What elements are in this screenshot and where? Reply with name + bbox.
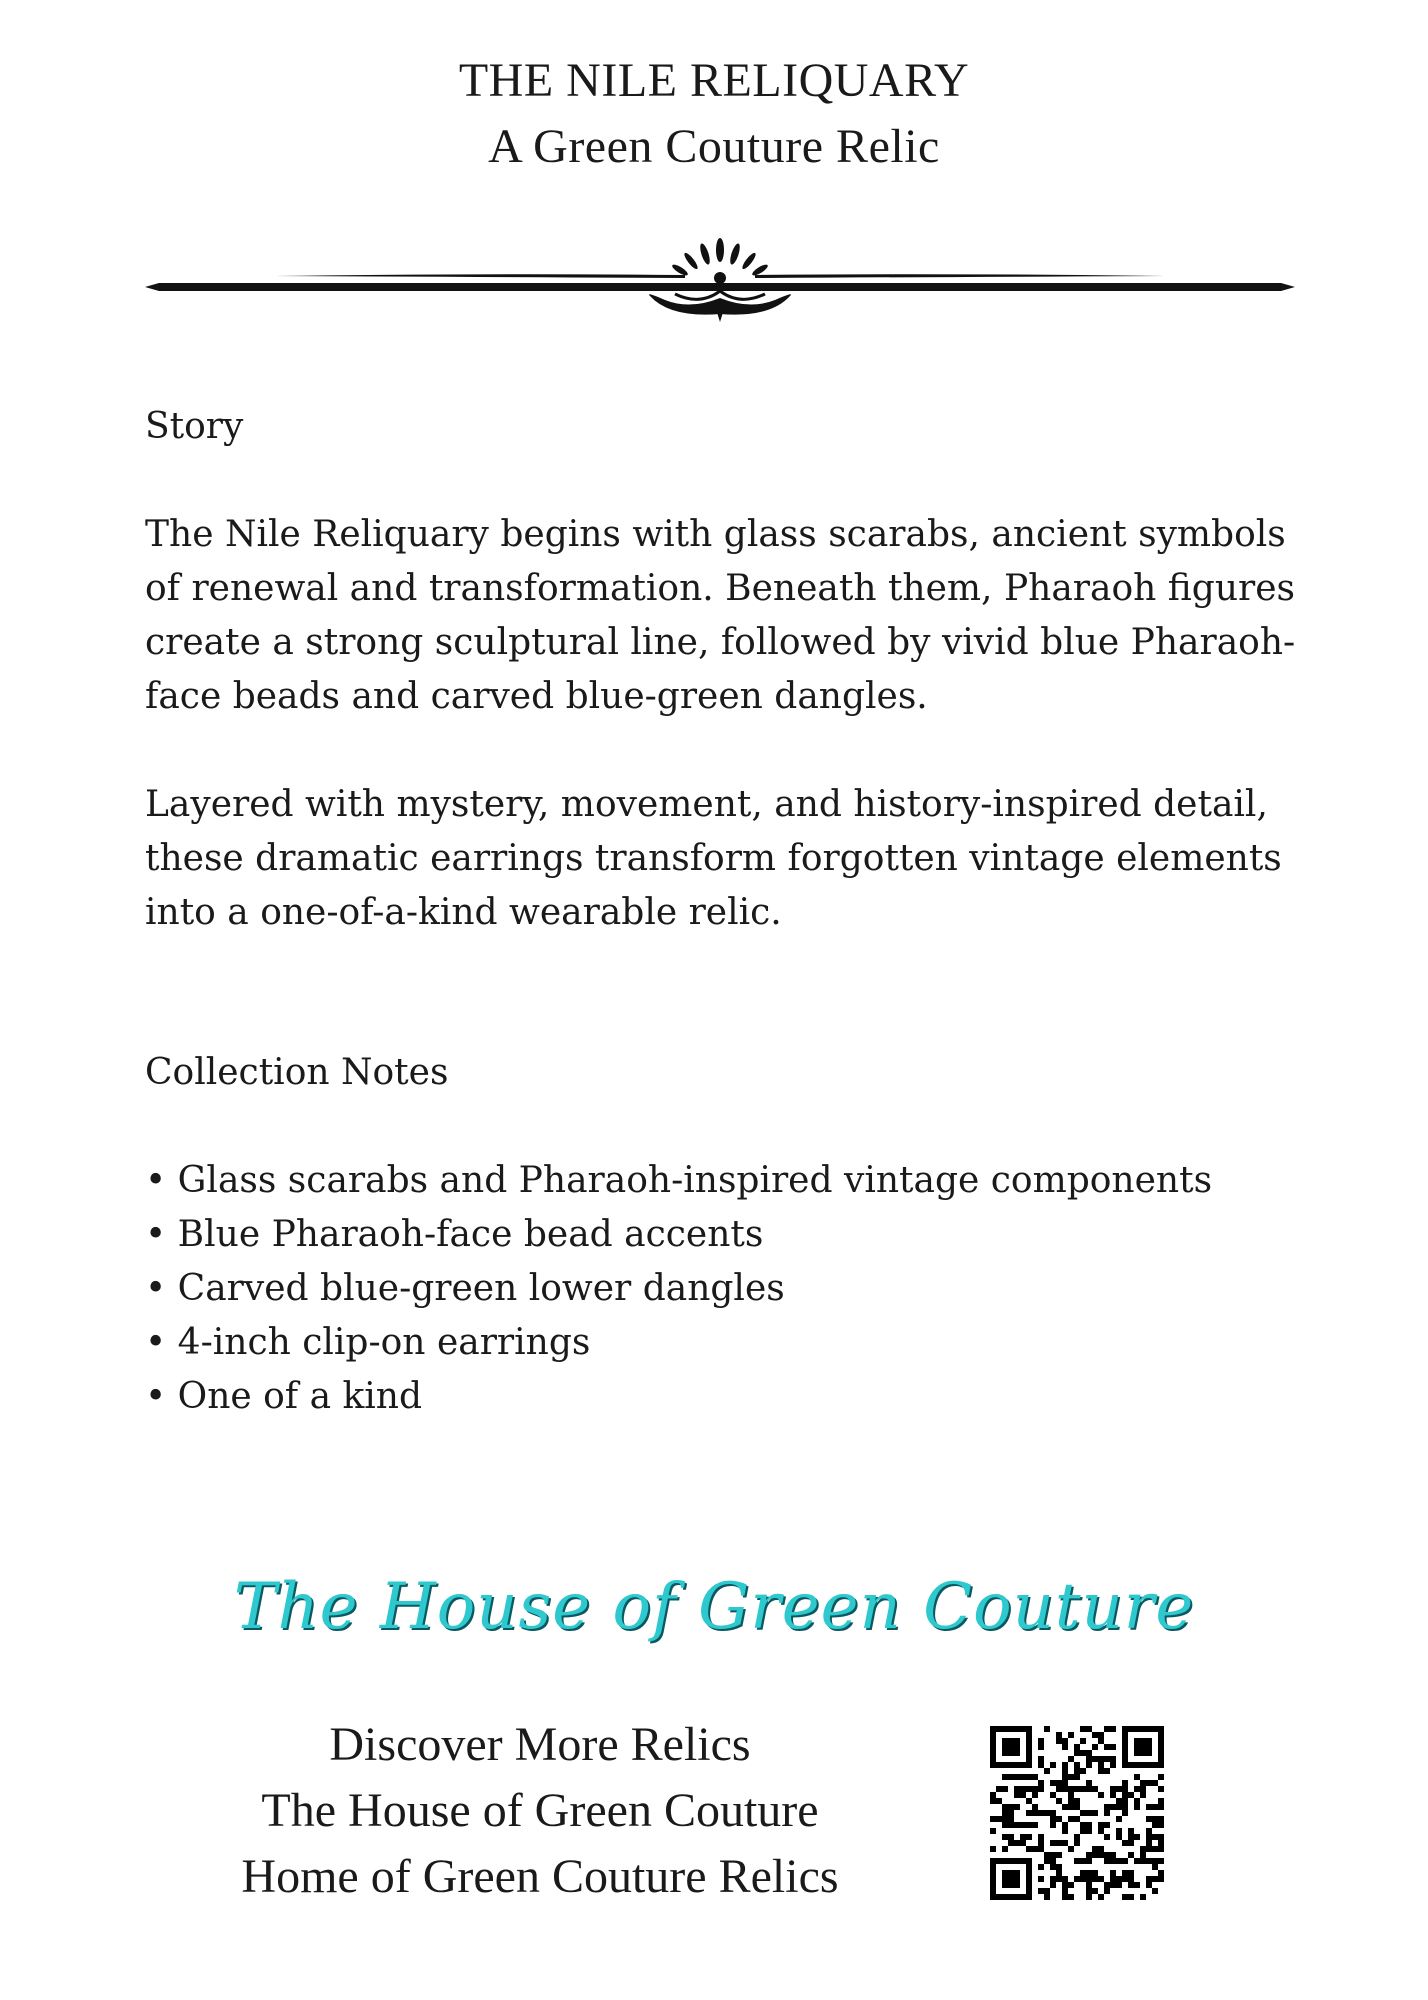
page-subtitle: A Green Couture Relic: [488, 120, 940, 173]
footer-line-3: Home of Green Couture Relics: [241, 1850, 839, 1903]
title-block: [0, 48, 1428, 180]
brand-name: The House of Green Couture: [233, 1570, 1195, 1644]
story-heading-wrap: [145, 400, 1305, 454]
story-heading: Story: [145, 406, 244, 447]
list-item: • 4-inch clip-on earrings: [145, 1322, 591, 1363]
story-paragraph-2: [145, 778, 1305, 940]
ornamental-divider-icon: [145, 236, 1295, 322]
footer-lines: [160, 1712, 920, 1910]
list-item: • Glass scarabs and Pharaoh-inspired vintage components: [145, 1160, 1213, 1201]
notes-heading: Collection Notes: [145, 1052, 449, 1093]
qr-code-icon[interactable]: [990, 1726, 1164, 1900]
list-item: • Carved blue-green lower dangles: [145, 1268, 785, 1309]
page-title: THE NILE RELIQUARY: [458, 54, 970, 107]
notes-list-wrap: [145, 1154, 1305, 1424]
notes-list: [145, 1154, 1305, 1424]
notes-heading-wrap: [145, 1046, 1305, 1100]
story-text-1: The Nile Reliquary begins with glass scarabs, ancient symbols of renewal and transformation. Beneath them, Pharaoh figures create a strong sculptural line, followed by vivid blue Pharaoh-face beads and carved blue-green dangles.: [145, 514, 1296, 717]
list-item: • One of a kind: [145, 1376, 423, 1417]
list-item: • Blue Pharaoh-face bead accents: [145, 1214, 764, 1255]
footer-line-1: Discover More Relics: [329, 1718, 751, 1771]
story-paragraph-1: [145, 508, 1305, 724]
footer-line-2: The House of Green Couture: [261, 1784, 819, 1837]
story-text-2: Layered with mystery, movement, and history-inspired detail, these dramatic earrings transform forgotten vintage elements into a one-of-a-kind wearable relic.: [145, 784, 1282, 933]
